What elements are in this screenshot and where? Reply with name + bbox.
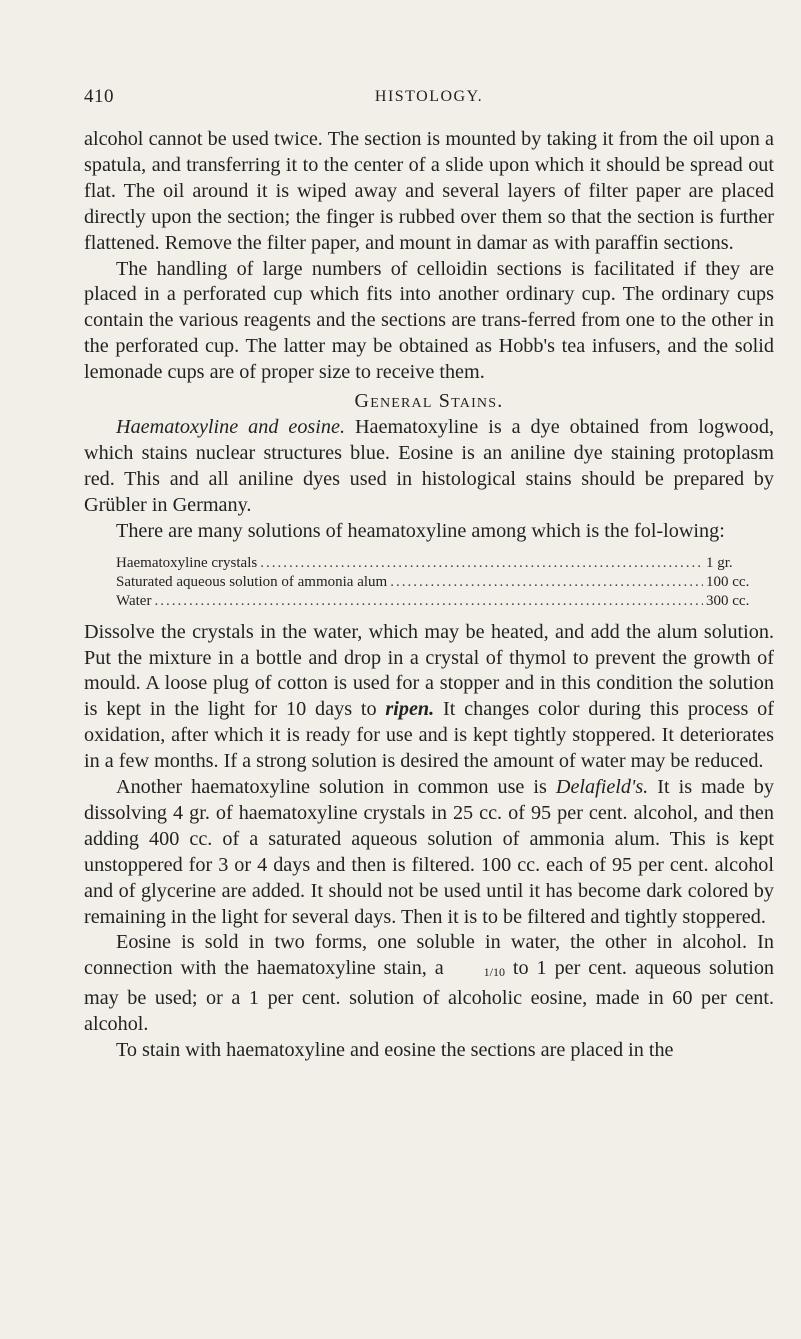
recipe-item-quantity: 300 cc. (706, 592, 750, 609)
paragraph-3-text: Haematoxyline is a dye obtained from logwood, which stains nuclear structures blue. Eosine is an aniline dye staining protoplasm red. This and all aniline dyes used in histological stains should be prepared by Grübler in Germany. (84, 416, 774, 516)
solution-name: Delafield's. (555, 776, 649, 799)
paragraph-6 (84, 775, 774, 930)
recipe-item-name: Saturated aqueous solution of ammonia alum (116, 573, 388, 590)
recipe-item-quantity: 1 gr. (706, 554, 733, 571)
paragraph-2: The handling of large numbers of celloidin sections is facilitated if they are placed in a perforated cup which fits into another ordinary cup. The ordinary cups contain the various reagents and the sections are trans-ferred from one to the other in the perforated cup. The latter may be obtained as Hobb's tea infusers, and the solid lemonade cups are of proper size to receive them. (84, 257, 774, 384)
paragraph-8: To stain with haematoxyline and eosine the sections are placed in the (116, 1039, 674, 1062)
dot-leader (390, 573, 703, 592)
paragraph-4: There are many solutions of heamatoxyline among which is the fol-lowing: (116, 519, 725, 542)
recipe-item-quantity: 100 cc. (706, 573, 750, 590)
paragraph-6-text: Another haematoxyline solution in common use is (116, 776, 556, 799)
recipe-list (84, 554, 774, 611)
paragraph-7-text-end: to 1 per cent. aqueous solution may be used; or a 1 per cent. solution of alcoholic eosine, made in 60 per cent. alcohol. (84, 957, 775, 1036)
running-head (84, 86, 774, 116)
recipe-item-name: Water (116, 592, 152, 609)
paragraph-7-text: Eosine is sold in two forms, one soluble in water, the other in alcohol. In connection with the haematoxyline stain, a (84, 931, 774, 980)
recipe-item-name: Haematoxyline crystals (116, 554, 258, 571)
paragraph-7 (84, 930, 774, 1038)
fraction: 1/10 (483, 965, 505, 980)
paragraph-5 (84, 620, 774, 775)
paragraph-5-text: Dissolve the crystals in the water, which may be heated, and add the alum solution. Put the mixture in a bottle and drop in a crystal of thymol to prevent the growth of mould. A loose plug of cotton is used for a stopper and in this condition the solution is kept in the light for 10 days to (84, 620, 774, 721)
body-text (84, 127, 774, 1064)
dot-leader (260, 554, 703, 573)
recipe-item (84, 592, 756, 611)
recipe-item (84, 573, 756, 592)
dot-leader (154, 592, 703, 611)
paragraph-5-text-end: It changes color during this process of oxidation, after which it is ready for use and is kept tightly stoppered. It deteriorates in a few months. If a strong solution is desired the amount of water may be reduced. (84, 698, 774, 773)
paragraph-3 (84, 415, 774, 519)
recipe-item (84, 554, 756, 573)
stain-name: Haematoxyline and eosine. (116, 416, 345, 439)
section-heading: General Stains. (354, 390, 504, 413)
emphasis-ripen: ripen. (385, 698, 435, 721)
paragraph-6-text-end: It is made by dissolving 4 gr. of haematoxyline crystals in 25 cc. of 95 per cent. alcohol, and then adding 400 cc. of a saturated aqueous solution of ammonia alum. This is kept unstoppered for 3 or 4 days and then is filtered. 100 cc. each of 95 per cent. alcohol and of glycerine are added. It should not be used until it has become dark colored by remaining in the light for several days. Then it is to be filtered and tightly stoppered. (84, 776, 774, 928)
paragraph-1: alcohol cannot be used twice. The section is mounted by taking it from the oil upon a spatula, and transferring it to the center of a slide upon which it should be spread out flat. The oil around it is wiped away and several layers of filter paper are placed directly upon the section; the finger is rubbed over them so that the section is further flattened. Remove the filter paper, and mount in damar as with paraffin sections. (84, 128, 774, 254)
page-number: 410 (84, 86, 114, 107)
running-title: HISTOLOGY. (374, 88, 484, 105)
